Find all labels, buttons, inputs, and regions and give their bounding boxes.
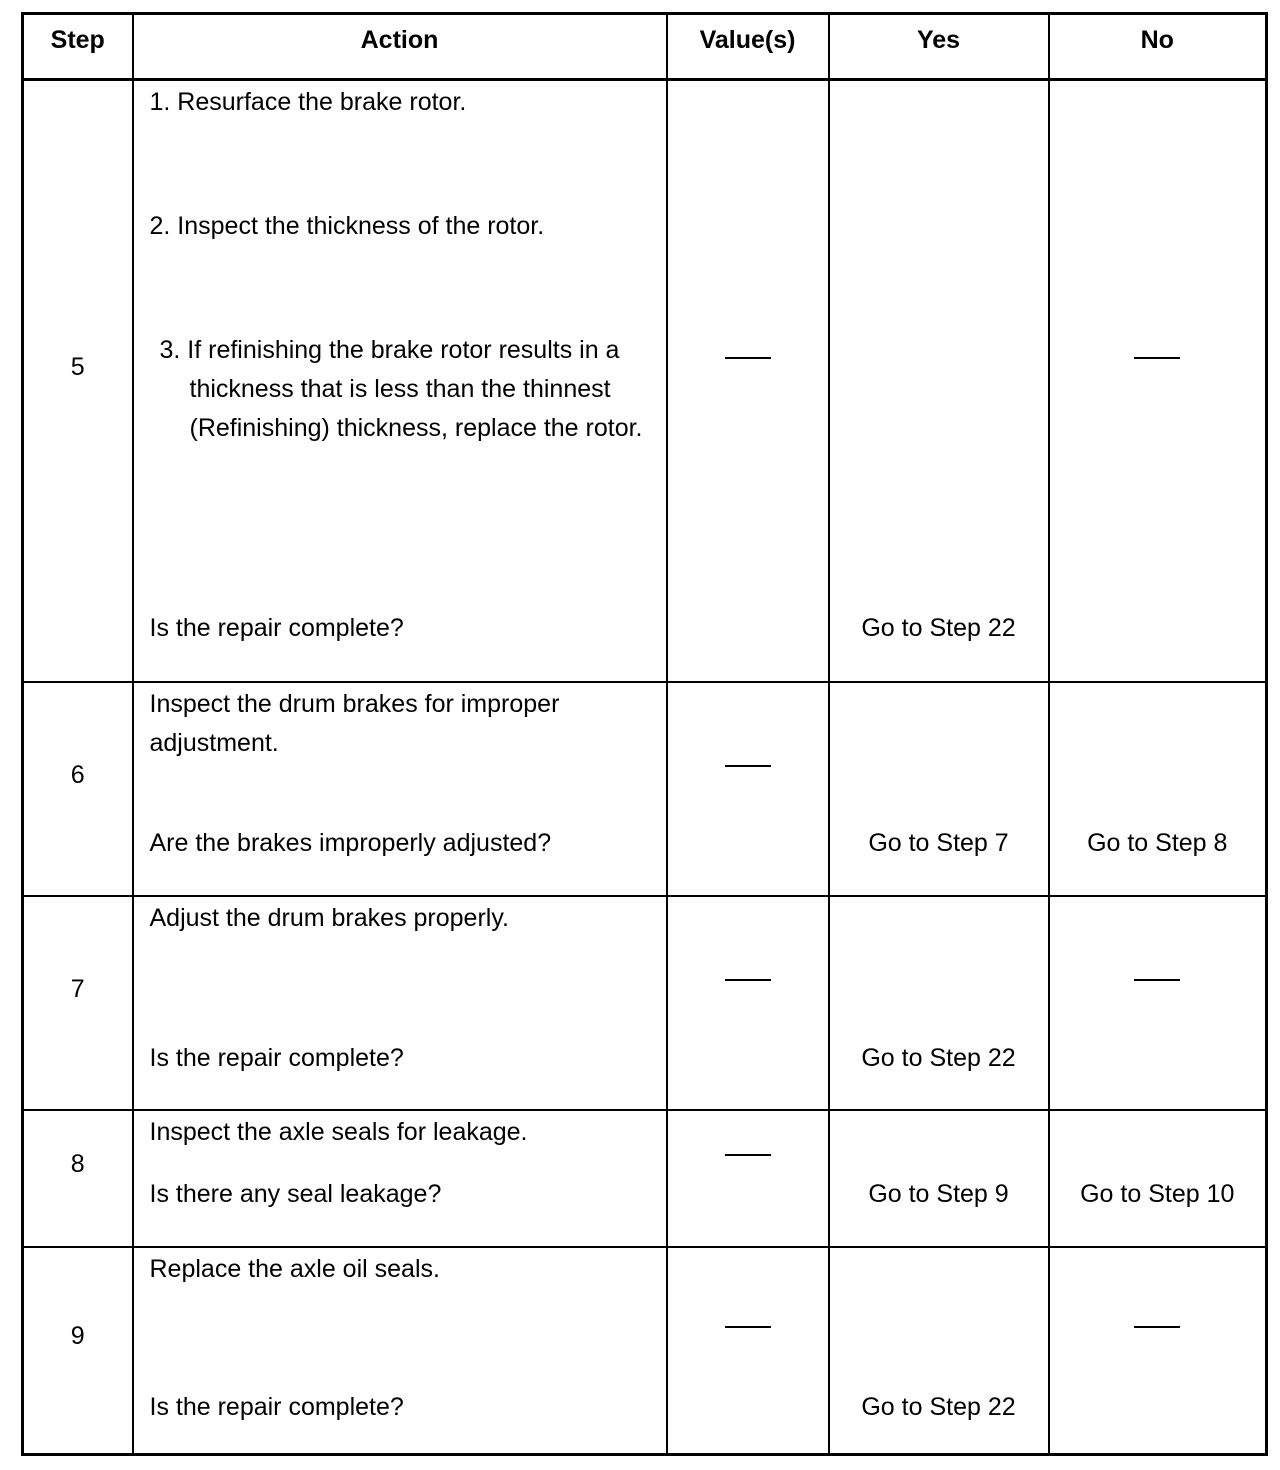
action-question: Is the repair complete? bbox=[149, 614, 404, 642]
action-item: Inspect the drum brakes for improper adjustment. bbox=[149, 690, 560, 757]
table-row bbox=[23, 1247, 1267, 1455]
step-number bbox=[23, 80, 133, 683]
header-row bbox=[23, 14, 1267, 80]
action-cell bbox=[133, 1110, 667, 1247]
table-row bbox=[23, 896, 1267, 1110]
header-yes: Yes bbox=[829, 14, 1049, 80]
action-item: 1. Resurface the brake rotor. bbox=[149, 88, 467, 116]
value-dash bbox=[725, 1154, 771, 1195]
diagnostic-table bbox=[21, 12, 1268, 1456]
yes-target: Go to Step 7 bbox=[868, 829, 1009, 857]
action-cell bbox=[133, 896, 667, 1110]
value-dash bbox=[725, 765, 771, 806]
action-question: Is the repair complete? bbox=[149, 1393, 404, 1421]
no-target: Go to Step 8 bbox=[1087, 829, 1228, 857]
no-cell bbox=[1049, 896, 1267, 1110]
step-number bbox=[23, 1110, 133, 1247]
yes-cell bbox=[829, 1110, 1049, 1247]
no-dash bbox=[1134, 1326, 1180, 1367]
value-cell bbox=[667, 1247, 829, 1455]
value-dash bbox=[725, 1326, 771, 1367]
value-cell bbox=[667, 80, 829, 683]
yes-cell bbox=[829, 80, 1049, 683]
action-question: Is there any seal leakage? bbox=[149, 1180, 442, 1208]
no-cell bbox=[1049, 1110, 1267, 1247]
yes-target: Go to Step 22 bbox=[861, 614, 1016, 642]
step-number-label: 6 bbox=[70, 760, 85, 789]
step-number bbox=[23, 896, 133, 1110]
header-step: Step bbox=[23, 14, 133, 80]
action-item: Adjust the drum brakes properly. bbox=[149, 904, 509, 932]
no-cell bbox=[1049, 80, 1267, 683]
header-action: Action bbox=[133, 14, 667, 80]
value-cell bbox=[667, 682, 829, 896]
yes-target: Go to Step 22 bbox=[861, 1044, 1016, 1072]
step-number-label: 7 bbox=[70, 974, 85, 1003]
value-dash bbox=[725, 979, 771, 1020]
yes-cell bbox=[829, 896, 1049, 1110]
action-item: 2. Inspect the thickness of the rotor. bbox=[149, 212, 545, 240]
no-cell bbox=[1049, 1247, 1267, 1455]
action-question: Is the repair complete? bbox=[149, 1044, 404, 1072]
no-cell bbox=[1049, 682, 1267, 896]
action-cell bbox=[133, 682, 667, 896]
table-row bbox=[23, 80, 1267, 683]
action-question: Are the brakes improperly adjusted? bbox=[149, 829, 552, 857]
step-number bbox=[23, 682, 133, 896]
action-item: Inspect the axle seals for leakage. bbox=[149, 1118, 528, 1146]
yes-cell bbox=[829, 682, 1049, 896]
action-cell bbox=[133, 1247, 667, 1455]
no-target: Go to Step 10 bbox=[1080, 1180, 1235, 1208]
no-dash bbox=[1134, 357, 1180, 398]
step-number-label: 8 bbox=[70, 1150, 85, 1178]
yes-target: Go to Step 22 bbox=[861, 1393, 1016, 1421]
step-number-label: 9 bbox=[70, 1322, 85, 1350]
table-row bbox=[23, 682, 1267, 896]
table-row bbox=[23, 1110, 1267, 1247]
step-number bbox=[23, 1247, 133, 1455]
header-values: Value(s) bbox=[667, 14, 829, 80]
step-number-label: 5 bbox=[70, 352, 85, 381]
yes-target: Go to Step 9 bbox=[868, 1180, 1009, 1208]
value-cell bbox=[667, 896, 829, 1110]
action-item: 3. If refinishing the brake rotor results in a thickness that is less than the thinnest (Refinishing) thickness, replace the rotor. bbox=[159, 336, 643, 442]
yes-cell bbox=[829, 1247, 1049, 1455]
action-item: Replace the axle oil seals. bbox=[149, 1255, 440, 1283]
action-cell bbox=[133, 80, 667, 683]
header-no: No bbox=[1049, 14, 1267, 80]
value-dash bbox=[725, 357, 771, 398]
no-dash bbox=[1134, 979, 1180, 1020]
value-cell bbox=[667, 1110, 829, 1247]
